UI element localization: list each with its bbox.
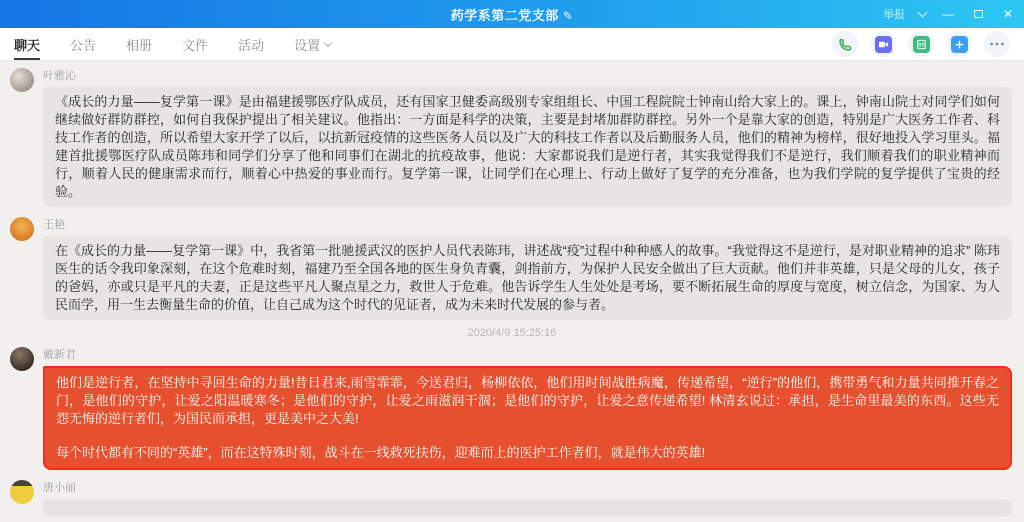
tab-settings-label: 设置 [294, 37, 321, 53]
meeting-board-button[interactable] [908, 31, 934, 57]
chevron-down-icon[interactable] [918, 8, 928, 18]
message-bubble[interactable] [43, 499, 1012, 517]
tab-files-label: 文件 [182, 37, 209, 53]
sender-name: 叶雅沁 [43, 70, 76, 82]
message-bubble-highlighted[interactable] [43, 366, 1012, 470]
message-row [0, 475, 1024, 522]
more-button[interactable] [984, 31, 1010, 57]
voice-call-icon [838, 37, 853, 52]
message-paragraph: 每个时代都有不同的“英雄”，而在这特殊时刻，战斗在一线救死扶伤，迎难而上的医护工作者们，就是伟大的英雄! [56, 445, 706, 460]
sender-name: 王艳 [43, 219, 65, 231]
video-call-icon [878, 39, 889, 50]
tab-files[interactable] [182, 28, 208, 60]
titlebar [0, 0, 1024, 28]
edit-title-icon[interactable]: ✎ [562, 8, 574, 23]
tab-settings[interactable] [294, 28, 331, 60]
avatar[interactable] [10, 480, 34, 504]
avatar[interactable] [10, 68, 34, 92]
maximize-icon [974, 10, 983, 18]
tabs [14, 28, 331, 60]
maximize-button[interactable] [970, 0, 986, 28]
group-title-wrap [0, 5, 1024, 24]
message-row [0, 63, 1024, 212]
tab-activities[interactable] [238, 28, 264, 60]
tab-announcement-label: 公告 [70, 37, 97, 53]
avatar[interactable] [10, 347, 34, 371]
sender-name: 戴新君 [43, 349, 76, 361]
message-row [0, 342, 1024, 475]
page-title: 药学系第二党支部 [450, 7, 559, 23]
tab-announcement[interactable] [70, 28, 96, 60]
meeting-board-icon [916, 39, 927, 50]
chevron-down-icon [324, 39, 332, 47]
tab-chat-label: 聊天 [14, 37, 41, 53]
chat-action-icons [832, 31, 1010, 57]
new-chat-button[interactable] [946, 31, 972, 57]
more-icon [990, 42, 1004, 46]
message-row [0, 212, 1024, 325]
message-bubble[interactable]: 在《成长的力量——复学第一课》中，我省第一批驰援武汉的医护人员代表陈玮，讲述战“疫”过程中种种感人的故事。“我觉得这不是逆行，是对职业精神的追求” 陈玮医生的话令我印象深刻，在这个危难时刻，福建乃至全国各地的医生身负青囊，剑指前方，为保护人民安全做出了巨大贡献。他们并非英雄，只是父母的儿女，孩子的爸妈，亦或只是平凡的夫妻，正是这些平凡人聚点星之力，救世人于危难。他告诉学生人生处处是考场，要不断拓展生命的厚度与宽度，树立信念，为国家、为人民而学，用一生去衡量生命的价值，让自己成为这个时代的见证者，成为未来时代发展的参与者。 [43, 236, 1012, 320]
close-button[interactable]: ✕ [1002, 7, 1014, 21]
chat-message-list[interactable] [0, 61, 1024, 494]
tab-chat[interactable] [14, 28, 40, 60]
new-chat-plus-icon [954, 39, 965, 50]
tab-album-label: 相册 [126, 37, 153, 53]
tab-album[interactable] [126, 28, 152, 60]
sender-name: 唐小丽 [43, 482, 76, 494]
message-bubble[interactable]: 《成长的力量——复学第一课》是由福建援鄂医疗队成员，还有国家卫健委高级别专家组组长、中国工程院院士钟南山给大家上的。课上，钟南山院士对同学们如何继续做好群防群控，如何自我保护提出了相关建议。他指出：一方面是科学的决策，主要是封堵加群防群控。另外一个是靠大家的创造，特别是广大医务工作者、科技工作者的创造，所以希望大家开学了以后，以抗新冠疫情的这些医务人员以及广大的科技工作者以及后勤服务人员，他们的精神为榜样，很好地投入学习里头。福建首批援鄂医疗队成员陈玮和同学们分享了他和同事们在湖北的抗疫故事，他说：大家都说我们是逆行者，其实我觉得我们不是逆行，我们顺着我们的职业精神而行，顺着人民的健康需求而行，顺着心中热爱的事业而行。复学第一课，让同学们在心理上、行动上做好了复学的充分准备，也为我们学院的复学提供了宝贵的经验。 [43, 87, 1012, 207]
tab-activities-label: 活动 [238, 37, 265, 53]
minimize-button[interactable]: — [942, 7, 954, 21]
voice-call-button[interactable] [832, 31, 858, 57]
message-paragraph: 他们是逆行者，在坚持中寻回生命的力量!昔日君来,雨雪霏霏，今送君归，杨柳依依，他们用时间战胜病魔，传递希望，“逆行”的他们，携带勇气和力量共同推开春之门，是他们的守护，让爱之阳温暖寒冬；是他们的守护，让爱之雨滋润干涸；是他们的守护，让爱之意传递希望! 林清玄说过：承担，是生命里最美的东西。这些无怨无悔的逆行者们，为国民而承担，更是美中之大美! [56, 375, 999, 426]
video-call-button[interactable] [870, 31, 896, 57]
tabbar [0, 28, 1024, 61]
report-button[interactable]: 举报 [883, 9, 905, 21]
avatar[interactable] [10, 217, 34, 241]
timestamp: 2020/4/9 15:25:16 [467, 327, 557, 339]
